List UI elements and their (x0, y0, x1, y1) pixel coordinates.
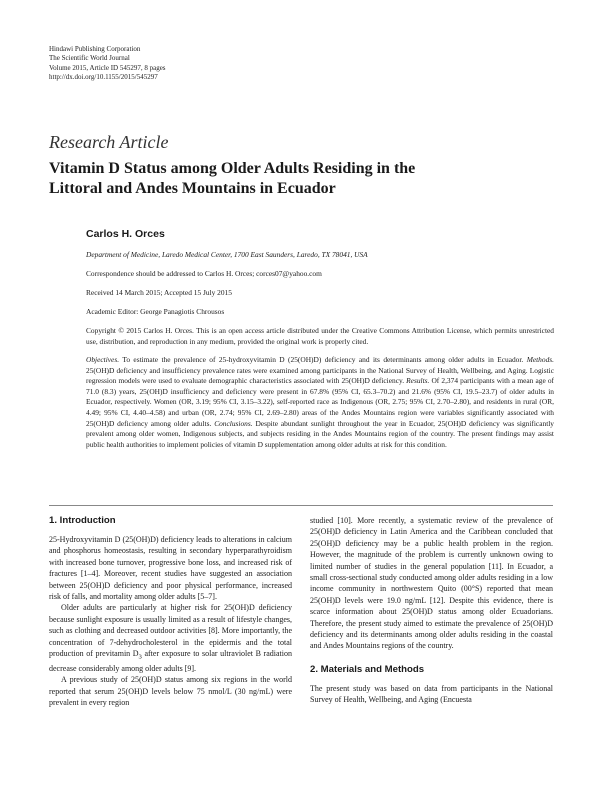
abstract-methods: 25(OH)D deficiency and insufficiency prevalence rates were examined among participants in the National Survey of Health, Wellbeing, and Aging. Logistic regression models were used to evaluate demographic characteristics associated with 25(OH)D deficiency. (86, 365, 554, 386)
body-column-right (310, 515, 553, 706)
publisher-name: Hindawi Publishing Corporation (49, 45, 141, 53)
abstract-results: Of 2,374 participants with a mean age of 71.0 (8.3) years, 25(OH)D insufficiency and deficiency were present in 67.8% (95% CI, 65.3–70.2) and 21.6% (95% CI, 19.5–23.7) of older adults in Ecuador, respectively. Women (OR, 3.19; 95% CI, 3.15–3.22), self-reported race as Indigenous (OR, 2.75; 95% CI, 2.70–2.80), and residents in rural (OR, 4.49; 95% CI, 4.40–4.58) and urban (OR, 2.74; 95% CI, 2.69–2.80) areas of the Andes Mountains region were variables significantly associated with 25(OH)D deficiency among older adults. (86, 376, 554, 428)
section-heading-introduction: 1. Introduction (49, 515, 116, 526)
correspondence: Correspondence should be addressed to Carlos H. Orces; corces07@yahoo.com (86, 269, 322, 278)
intro-paragraph-2 (49, 602, 292, 674)
section-heading-methods: 2. Materials and Methods (310, 663, 425, 675)
methods-paragraph-1: The present study was based on data from participants in the National Survey of Health, Wellbeing, and Aging (Encuesta (310, 683, 553, 705)
intro-paragraph-4: studied [10]. More recently, a systematic review of the prevalence of 25(OH)D deficiency in Latin America and the Caribbean concluded that 25(OH)D deficiency may be a public health problem in the region. However, the magnitude of the problem is currently unknown owing to limited number of studies in the general population [11]. In Ecuador, a small cross-sectional study conducted among older adults residing in a low income community in northwestern Quito (00°S) reported that mean 25(OH)D levels were 19.0 ng/mL [12]. Despite this evidence, there is scarce information about 25(OH)D status among older Ecuadorians. Therefore, the present study aimed to estimate the prevalence of 25(OH)D deficiency and its determinants among older adults residing in the coastal and Andes Mountains regions of the country. (310, 516, 553, 651)
intro-paragraph-3: A previous study of 25(OH)D status among six regions in the world reported that serum 25(OH)D levels below 75 nmol/L (30 ng/mL) were prevalent in every region (49, 675, 292, 708)
abstract-divider (49, 505, 553, 506)
intro-paragraph-2-start: Older adults are particularly at higher risk for 25(OH)D deficiency because sunlight exposure is usually limited as a result of lifestyle changes, such as clothing and decreased outdoor activities [8]. More importantly, the concentration of 7-dehydrocholesterol in the epidermis and the total production of previtamin D (49, 603, 292, 659)
subscript-3: 3 (138, 653, 142, 661)
academic-editor: Academic Editor: George Panagiotis Chrousos (86, 307, 225, 316)
abstract-methods-label: Methods. (526, 355, 554, 364)
abstract (86, 355, 554, 450)
doi-link[interactable]: http://dx.doi.org/10.1155/2015/545297 (49, 73, 158, 82)
abstract-conclusions: Despite abundant sunlight throughout the year in Ecuador, 25(OH)D deficiency was significantly prevalent among older women, Indigenous subjects, and subjects residing in the Andes Mountains region of the country. The present findings may assist public health authorities to implement policies of vitamin D supplementation among older adults at risk for this condition. (86, 418, 554, 449)
abstract-objectives: To estimate the prevalence of 25-hydroxyvitamin D (25(OH)D) deficiency and its determinants among older adults in Ecuador. (119, 355, 527, 364)
journal-masthead (49, 45, 166, 83)
copyright-notice: Copyright © 2015 Carlos H. Orces. This is an open access article distributed under the Creative Commons Attribution License, which permits unrestricted use, distribution, and reproduction in any medium, provided the original work is properly cited. (86, 326, 554, 346)
author-affiliation: Department of Medicine, Laredo Medical Center, 1700 East Saunders, Laredo, TX 78041, USA (86, 250, 368, 259)
volume-info: Volume 2015, Article ID 545297, 8 pages (49, 63, 166, 72)
article-type: Research Article (49, 132, 169, 152)
body-column-left (49, 515, 292, 709)
abstract-results-label: Results. (406, 376, 430, 386)
article-title: Vitamin D Status among Older Adults Residing in the Littoral and Andes Mountains in Ecuador (49, 160, 416, 197)
abstract-objectives-label: Objectives. (86, 355, 120, 364)
author-name: Carlos H. Orces (86, 228, 165, 240)
intro-paragraph-2-end: after exposure to solar ultraviolet B radiation decrease considerably among older adults [9]. (49, 649, 292, 674)
journal-name: The Scientific World Journal (49, 54, 130, 63)
abstract-conclusions-label: Conclusions. (214, 418, 253, 428)
received-accepted-dates: Received 14 March 2015; Accepted 15 July 2015 (86, 288, 232, 297)
intro-paragraph-1: 25-Hydroxyvitamin D (25(OH)D) deficiency leads to alterations in calcium and phosphorus homeostasis, resulting in secondary hyperparathyroidism with increased bone turnover, progressive bone loss, and increased risk of fractures [1–4]. Moreover, recent studies have suggested an association between 25(OH)D deficiency and poor physical performance, increased risk of falls, and mortality among older adults [5–7]. (49, 535, 292, 602)
